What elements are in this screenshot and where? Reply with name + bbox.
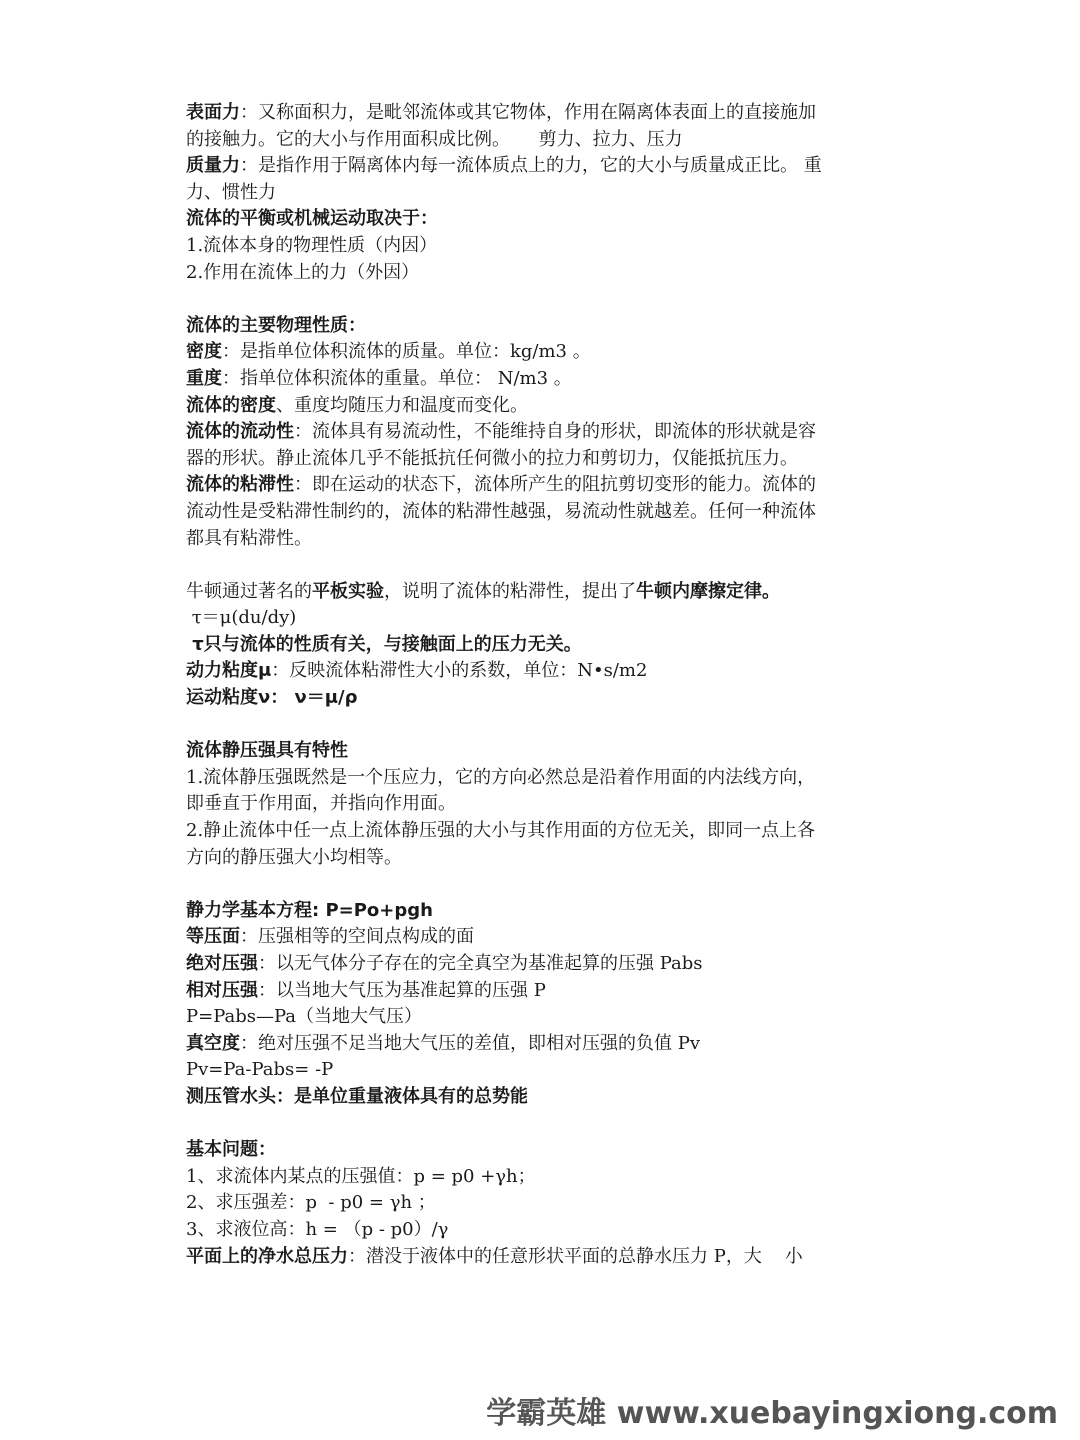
- text-line: 2.作用在流体上的力（外因）: [186, 261, 420, 283]
- text-line: 测压管水头：是单位重量液体具有的总势能: [186, 1085, 528, 1107]
- watermark: 学霸英雄 www.xuebayingxiong.com: [486, 1396, 1058, 1431]
- text-line: 质量力：是指作用于隔离体内每一流体质点上的力，它的大小与质量成正比。 重: [186, 155, 822, 177]
- formula-line: 2、求压强差：p - p0 = γh ；: [186, 1192, 436, 1214]
- text-line: τ只与流体的性质有关，与接触面上的压力无关。: [186, 633, 582, 655]
- text-line: 平面上的净水总压力：潜没于液体中的任意形状平面的总静水压力 P，大 小: [186, 1245, 803, 1267]
- text-line: 流体的密度、重度均随压力和温度而变化。: [186, 394, 528, 416]
- formula-line: 3、求液位高：h = （p - p0）/γ: [186, 1218, 449, 1240]
- text-line: 1.流体静压强既然是一个压应力，它的方向必然总是沿着作用面的内法线方向，: [186, 766, 816, 788]
- text-line: 2.静止流体中任一点上流体静压强的大小与其作用面的方位无关，即同一点上各: [186, 820, 816, 842]
- text-line: 等压面：压强相等的空间点构成的面: [186, 926, 474, 948]
- formula-line: 1、求流体内某点的压强值：p = p0 +γh；: [186, 1165, 536, 1187]
- section-heading: 流体的平衡或机械运动取决于：: [186, 208, 438, 230]
- text-line: 动力粘度μ：反映流体粘滞性大小的系数，单位：N•s/m2: [186, 660, 648, 682]
- text-line: 都具有粘滞性。: [186, 527, 312, 549]
- text-line: 绝对压强：以无气体分子存在的完全真空为基准起算的压强 Pabs: [186, 953, 703, 974]
- text-line: 即垂直于作用面，并指向作用面。: [186, 793, 456, 815]
- text-line: 流体的流动性：流体具有易流动性，不能维持自身的形状，即流体的形状就是容: [186, 421, 816, 443]
- text-line: 真空度：绝对压强不足当地大气压的差值，即相对压强的负值 Pv: [186, 1032, 700, 1054]
- text-line: 重度：指单位体积流体的重量。单位： N/m3 。: [186, 367, 572, 389]
- text-line: 密度：是指单位体积流体的质量。单位：kg/m3 。: [186, 341, 591, 363]
- text-line: 的接触力。它的大小与作用面积成比例。 剪力、拉力、压力: [186, 128, 683, 150]
- text-line: 表面力：又称面积力，是毗邻流体或其它物体，作用在隔离体表面上的直接施加: [186, 102, 816, 123]
- formula-line: 静力学基本方程: P=Po+pgh: [186, 899, 433, 921]
- text-line: 流体的粘滞性：即在运动的状态下，流体所产生的阻抗剪切变形的能力。流体的: [186, 474, 816, 496]
- text-line: 方向的静压强大小均相等。: [186, 846, 402, 868]
- formula-line: τ＝μ(du/dy): [186, 607, 297, 629]
- formula-line: 运动粘度ν： ν＝μ/ρ: [186, 687, 358, 709]
- section-heading: 流体静压强具有特性: [186, 740, 348, 762]
- section-heading: 基本问题：: [186, 1139, 276, 1161]
- text-line: 相对压强：以当地大气压为基准起算的压强 P: [186, 979, 546, 1001]
- document-body: [186, 100, 906, 1270]
- section-heading: 流体的主要物理性质：: [186, 314, 366, 336]
- formula-line: Pv=Pa-Pabs= -P: [186, 1059, 334, 1081]
- text-line: 器的形状。静止流体几乎不能抵抗任何微小的拉力和剪切力，仅能抵抗压力。: [186, 447, 798, 469]
- text-line: 力、惯性力: [186, 181, 276, 203]
- text-line: 流动性是受粘滞性制约的，流体的粘滞性越强，易流动性就越差。任何一种流体: [186, 500, 816, 522]
- text-line: 1.流体本身的物理性质（内因）: [186, 234, 438, 256]
- text-line: 牛顿通过著名的平板实验，说明了流体的粘滞性，提出了牛顿内摩擦定律。: [186, 580, 780, 602]
- formula-line: P=Pabs—Pa（当地大气压）: [186, 1006, 423, 1028]
